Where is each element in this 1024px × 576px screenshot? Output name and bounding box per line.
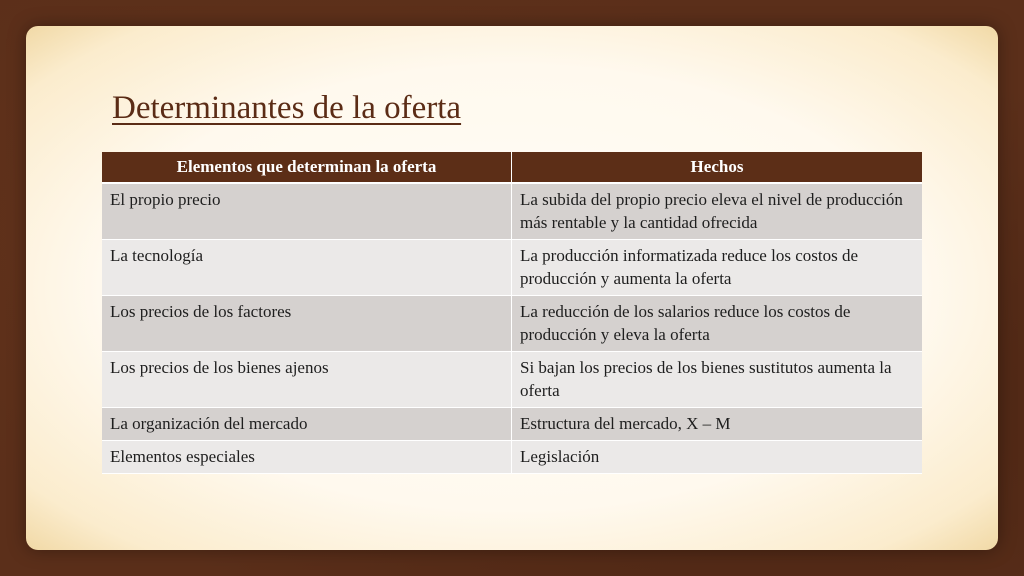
table-cell-fact: La producción informatizada reduce los costos de producción y aumenta la oferta: [512, 240, 922, 296]
table-cell-fact: Legislación: [512, 441, 922, 474]
slide: [26, 26, 998, 550]
table-cell-element: Los precios de los bienes ajenos: [102, 352, 512, 408]
column-header-facts: Hechos: [512, 152, 922, 184]
table-row: [102, 408, 922, 441]
table-cell-fact: La subida del propio precio eleva el nivel de producción más rentable y la cantidad ofrecida: [512, 184, 922, 240]
table-cell-element: La tecnología: [102, 240, 512, 296]
table-header-row: [102, 152, 922, 184]
table-row: [102, 296, 922, 352]
table-cell-fact: Si bajan los precios de los bienes sustitutos aumenta la oferta: [512, 352, 922, 408]
table-cell-element: El propio precio: [102, 184, 512, 240]
table-row: [102, 184, 922, 240]
table-row: [102, 240, 922, 296]
table-cell-element: La organización del mercado: [102, 408, 512, 441]
table-row: [102, 441, 922, 474]
slide-title: Determinantes de la oferta: [112, 90, 462, 126]
table-cell-element: Elementos especiales: [102, 441, 512, 474]
table-cell-element: Los precios de los factores: [102, 296, 512, 352]
table-row: [102, 352, 922, 408]
column-header-elements: Elementos que determinan la oferta: [102, 152, 512, 184]
determinants-table: [102, 152, 922, 474]
table-cell-fact: Estructura del mercado, X – M: [512, 408, 922, 441]
table-cell-fact: La reducción de los salarios reduce los costos de producción y eleva la oferta: [512, 296, 922, 352]
